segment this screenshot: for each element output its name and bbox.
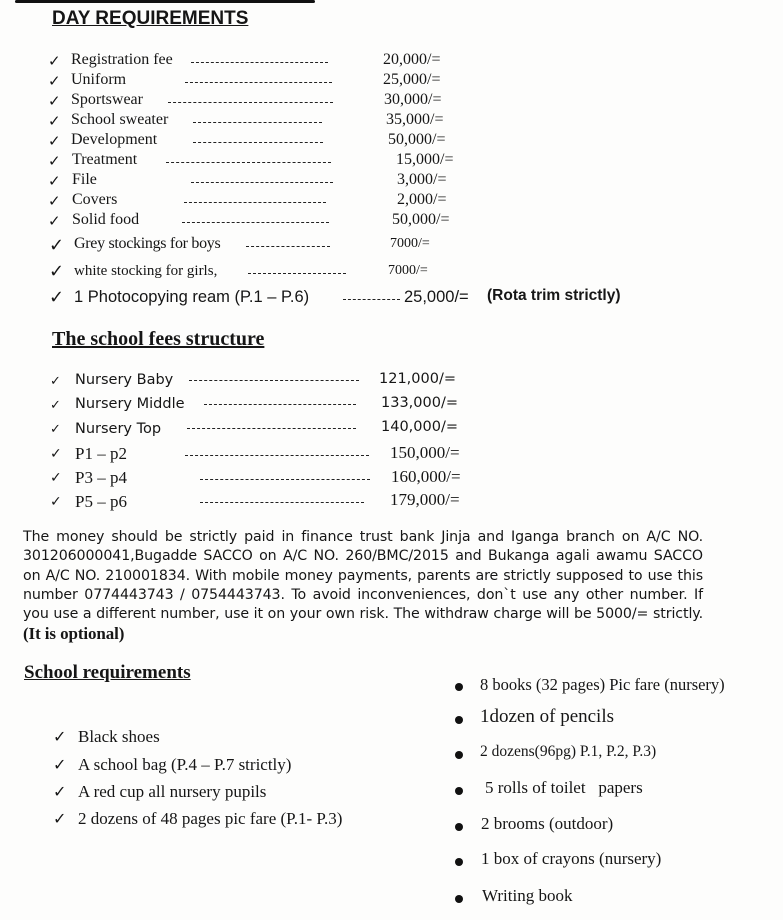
check-icon: ✓ xyxy=(50,470,62,486)
fees-structure-title: The school fees structure xyxy=(52,328,265,350)
fee-label: Nursery Baby xyxy=(75,372,174,388)
check-icon: ✓ xyxy=(50,494,62,510)
item-label: Treatment xyxy=(72,151,138,168)
item-amount: 7000/= xyxy=(390,236,430,251)
item-amount: 2,000/= xyxy=(397,191,447,208)
bullet-item: 5 rolls of toilet papers xyxy=(485,778,643,797)
dotted-leader xyxy=(200,479,370,480)
item-label: Solid food xyxy=(72,211,140,228)
dotted-leader xyxy=(193,122,322,123)
bullet-icon xyxy=(455,716,463,724)
fee-amount: 121,000/= xyxy=(379,371,456,387)
dotted-leader xyxy=(343,299,400,300)
dotted-leader xyxy=(204,404,356,405)
bullet-icon xyxy=(455,683,463,691)
fee-label: P3 – p4 xyxy=(75,468,127,487)
school-requirements-title: School requirements xyxy=(24,662,191,683)
check-icon: ✓ xyxy=(53,782,67,801)
item-amount: 25,000/= xyxy=(404,288,469,306)
check-icon: ✓ xyxy=(49,287,65,308)
bullet-icon xyxy=(455,787,463,795)
item-amount: 50,000/= xyxy=(388,131,446,148)
dotted-leader xyxy=(187,428,356,429)
fee-amount: 179,000/= xyxy=(390,490,460,509)
dotted-leader xyxy=(191,182,333,183)
check-icon: ✓ xyxy=(49,235,65,256)
item-label: 1 Photocopying ream (P.1 – P.6) xyxy=(74,288,310,306)
fee-label: P1 – p2 xyxy=(75,444,127,463)
bullet-item: 2 brooms (outdoor) xyxy=(481,814,614,833)
check-icon: ✓ xyxy=(50,446,62,462)
dotted-leader xyxy=(246,246,330,247)
check-icon: ✓ xyxy=(49,261,65,282)
dotted-leader xyxy=(193,142,323,143)
check-icon: ✓ xyxy=(48,152,61,170)
fee-label: P5 – p6 xyxy=(75,492,127,511)
item-amount: 35,000/= xyxy=(386,111,444,128)
fee-amount: 150,000/= xyxy=(390,443,460,462)
check-icon: ✓ xyxy=(53,727,67,746)
item-amount: 7000/= xyxy=(388,263,428,278)
bullet-icon xyxy=(455,895,463,903)
checklist-item: A school bag (P.4 – P.7 strictly) xyxy=(78,755,292,774)
checklist-item: 2 dozens of 48 pages pic fare (P.1- P.3) xyxy=(78,809,343,828)
item-amount: 30,000/= xyxy=(384,91,442,108)
check-icon: ✓ xyxy=(53,755,67,774)
item-label: Registration fee xyxy=(71,51,173,68)
dotted-leader xyxy=(189,380,359,381)
item-amount: 20,000/= xyxy=(383,51,441,68)
checklist-item: Black shoes xyxy=(78,727,160,746)
fee-amount: 140,000/= xyxy=(381,419,458,435)
check-icon: ✓ xyxy=(48,72,61,90)
check-icon: ✓ xyxy=(48,192,61,210)
dotted-leader xyxy=(200,502,364,503)
item-label: School sweater xyxy=(71,111,169,128)
optional-note: (It is optional) xyxy=(23,624,125,644)
item-label: Grey stockings for boys xyxy=(74,235,221,252)
check-icon: ✓ xyxy=(48,212,61,230)
item-amount: 25,000/= xyxy=(383,71,441,88)
fee-amount: 133,000/= xyxy=(381,395,458,411)
item-amount: 3,000/= xyxy=(397,171,447,188)
check-icon: ✓ xyxy=(50,398,61,413)
fee-label: Nursery Top xyxy=(75,421,162,437)
bullet-icon xyxy=(455,751,463,759)
item-label: Uniform xyxy=(71,71,127,88)
item-amount: 50,000/= xyxy=(392,211,450,228)
item-label: File xyxy=(72,171,97,188)
item-label: white stocking for girls, xyxy=(74,263,218,279)
dotted-leader xyxy=(185,455,369,456)
item-label: Development xyxy=(71,131,158,148)
bullet-item: 1dozen of pencils xyxy=(480,706,615,727)
day-requirements-title: DAY REQUIREMENTS xyxy=(52,8,249,29)
payment-text: The money should be strictly paid in finance trust bank Jinja and Iganga branch on A/C NO. 301206000041,Bugadde SACCO on A/C NO. 260/BMC/2015 and Bukanga agali awamu SACCO on A/C NO. 210001834. With mobile money payments, parents are strictly supposed to use this number 0774443743 / 0754443743. To avoid inconveniences, don`t use any other number. If you use a different number, use it on your own risk. The withdraw charge will be 5000/= strictly. xyxy=(23,529,703,623)
item-amount: 15,000/= xyxy=(396,151,454,168)
dotted-leader xyxy=(248,273,346,274)
payment-instructions xyxy=(23,528,703,646)
dotted-leader xyxy=(182,222,329,223)
bullet-item: 2 dozens(96pg) P.1, P.2, P.3) xyxy=(480,743,657,760)
check-icon: ✓ xyxy=(48,132,61,150)
dotted-leader xyxy=(168,102,333,103)
page-top-edge xyxy=(15,0,315,3)
check-icon: ✓ xyxy=(48,112,61,130)
check-icon: ✓ xyxy=(48,52,61,70)
check-icon: ✓ xyxy=(50,422,61,437)
fee-amount: 160,000/= xyxy=(391,467,461,486)
check-icon: ✓ xyxy=(48,92,61,110)
fee-label: Nursery Middle xyxy=(75,396,185,412)
checklist-item: A red cup all nursery pupils xyxy=(78,782,267,801)
item-note: (Rota trim strictly) xyxy=(487,287,621,304)
dotted-leader xyxy=(191,62,328,63)
dotted-leader xyxy=(166,162,331,163)
check-icon: ✓ xyxy=(48,172,61,190)
check-icon: ✓ xyxy=(50,374,61,389)
dotted-leader xyxy=(185,82,332,83)
item-label: Sportswear xyxy=(71,91,143,108)
bullet-item: 1 box of crayons (nursery) xyxy=(481,849,662,868)
item-label: Covers xyxy=(72,191,118,208)
dotted-leader xyxy=(184,202,326,203)
bullet-item: Writing book xyxy=(482,886,573,905)
bullet-item: 8 books (32 pages) Pic fare (nursery) xyxy=(480,675,725,694)
bullet-icon xyxy=(455,823,463,831)
check-icon: ✓ xyxy=(53,809,67,828)
bullet-icon xyxy=(455,858,463,866)
